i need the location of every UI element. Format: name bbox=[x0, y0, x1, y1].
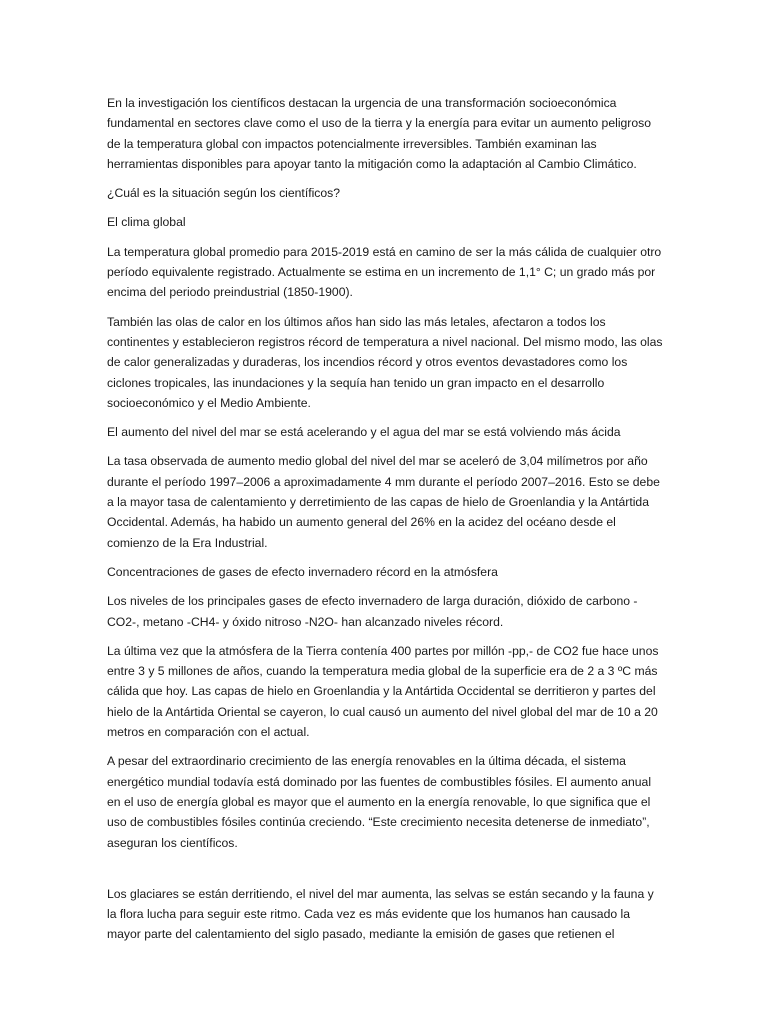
paragraph-global-temperature: La temperatura global promedio para 2015-2019 está en camino de ser la más cálida de cualquier otro período equivalente registrado. Actualmente se estima en un incremento de 1,1° C; un grado más por encima del periodo preindustrial (1850-1900). bbox=[107, 244, 662, 300]
paragraph-sea-level-rate: La tasa observada de aumento medio global del nivel del mar se aceleró de 3,04 milímetros por año durante el período 1997–2006 a aproximadamente 4 mm durante el período 2007–2016. Esto se debe a la mayor tasa de calentamiento y derretimiento de las capas de hielo de Groenlandia y la Antártida Occidental. Además, ha habido un aumento general del 26% en la acidez del océano desde el comienzo de la Era Industrial. bbox=[107, 454, 660, 550]
paragraph-gas-levels: Los niveles de los principales gases de efecto invernadero de larga duración, dióxido de carbono -CO2-, metano -CH4- y óxido nitroso -N2O- han alcanzado niveles récord. bbox=[107, 594, 638, 629]
section-heading-sea-level: El aumento del nivel del mar se está acelerando y el agua del mar se está volviendo más ácida bbox=[107, 425, 621, 440]
paragraph-gap bbox=[107, 862, 663, 884]
question-heading: ¿Cuál es la situación según los científicos? bbox=[107, 186, 341, 201]
paragraph-renewable-energy: A pesar del extraordinario crecimiento de las energía renovables en la última década, el sistema energético mundial todavía está dominado por las fuentes de combustibles fósiles. El aumento anual en el uso de energía global es mayor que el aumento en la energía renovable, lo que significa que el uso de combustibles fósiles continúa creciendo. “Este crecimiento necesita detenerse de inmediato”, aseguran los científicos. bbox=[107, 754, 652, 850]
paragraph-intro: En la investigación los científicos destacan la urgencia de una transformación socioeconómica fundamental en sectores clave como el uso de la tierra y la energía para evitar un aumento peligroso de la temperatura global con impactos potencialmente irreversibles. También examinan las herramientas disponibles para apoyar tanto la mitigación como la adaptación al Cambio Climático. bbox=[107, 96, 652, 171]
section-heading-greenhouse-gases: Concentraciones de gases de efecto invernadero récord en la atmósfera bbox=[107, 564, 498, 579]
section-heading-global-climate: El clima global bbox=[107, 215, 186, 230]
paragraph-glaciers: Los glaciares se están derritiendo, el nivel del mar aumenta, las selvas se están secando y la fauna y la flora lucha para seguir este ritmo. Cada vez es más evidente que los humanos han causado la mayor parte del calentamiento del siglo pasado, mediante la emisión de gases que retienen el bbox=[107, 886, 654, 942]
paragraph-heat-waves: También las olas de calor en los últimos años han sido las más letales, afectaron a todos los continentes y establecieron registros récord de temperatura a nivel nacional. Del mismo modo, las olas de calor generalizadas y duraderas, los incendios récord y otros eventos devastadores como los ciclones tropicales, las inundaciones y la sequía han tenido un gran impacto en el desarrollo socioeconómico y el Medio Ambiente. bbox=[107, 314, 663, 410]
document-page bbox=[107, 93, 663, 954]
paragraph-co2-history: La última vez que la atmósfera de la Tierra contenía 400 partes por millón -pp,- de CO2 fue hace unos entre 3 y 5 millones de años, cuando la temperatura media global de la superficie era de 2 a 3 ºC más cálida que hoy. Las capas de hielo en Groenlandia y la Antártida Occidental se derritieron y partes del hielo de la Antártida Oriental se cayeron, lo cual causó un aumento del nivel global del mar de 10 a 20 metros en comparación con el actual. bbox=[107, 643, 659, 740]
